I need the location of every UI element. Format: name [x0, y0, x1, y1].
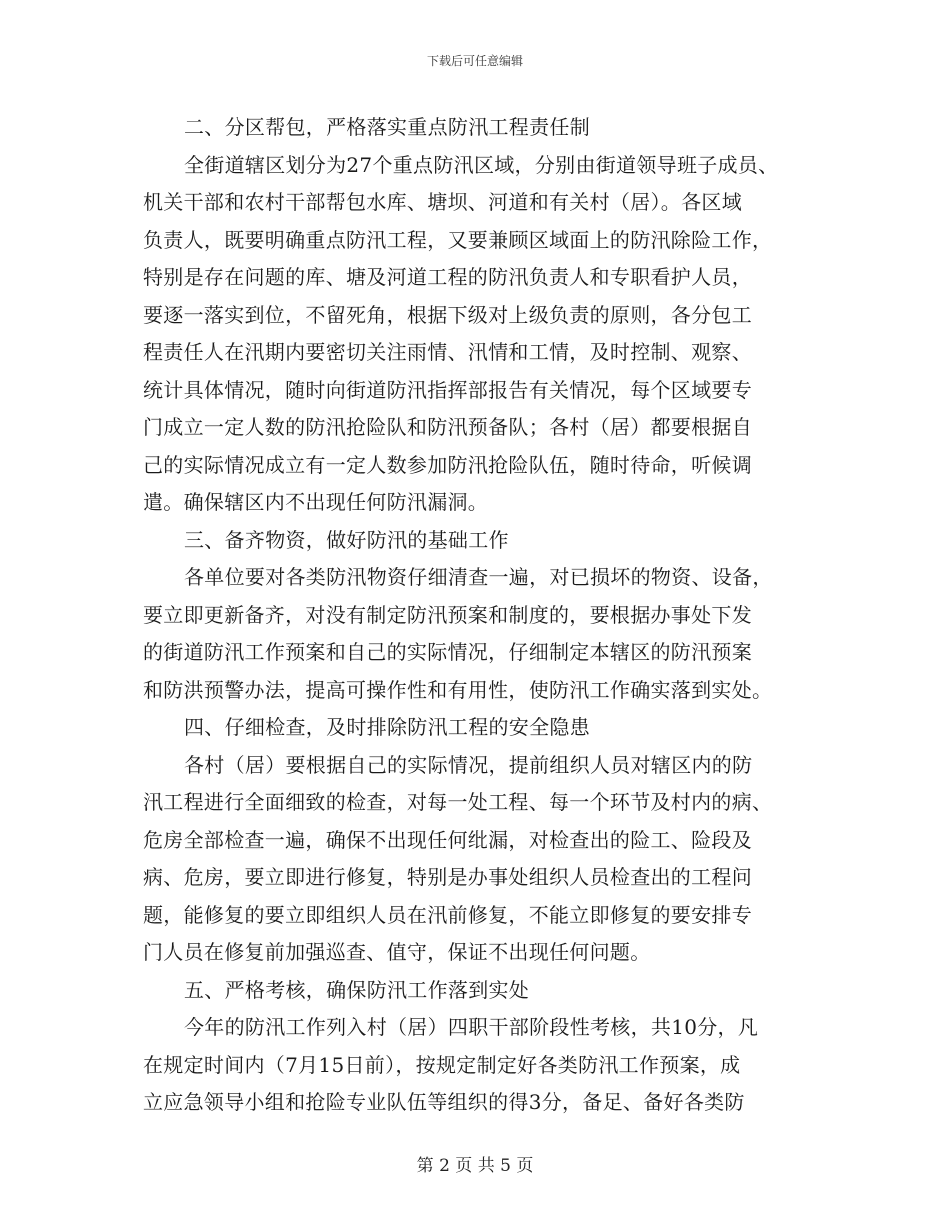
- text-line: 全街道辖区划分为27个重点防汛区域，分别由街道领导班子成员、: [184, 152, 779, 177]
- text-line: 统计具体情况，随时向街道防汛指挥部报告有关情况，每个区域要专: [143, 377, 752, 402]
- text-line: 二、分区帮包，严格落实重点防汛工程责任制: [184, 115, 590, 139]
- text-line: 门人员在修复前加强巡查、值守，保证不出现任何问题。: [143, 940, 651, 964]
- text-line: 己的实际情况成立有一定人数参加防汛抢险队伍，随时待命，听候调: [143, 452, 752, 477]
- text-line: 四、仔细检查，及时排除防汛工程的安全隐患: [184, 715, 590, 739]
- text-line: 的街道防汛工作预案和自己的实际情况，仔细制定本辖区的防汛预案: [143, 640, 752, 664]
- text-line: 要立即更新备齐，对没有制定防汛预案和制度的，要根据办事处下发: [143, 602, 752, 627]
- text-line: 门成立一定人数的防汛抢险队和防汛预备队；各村（居）都要根据自: [143, 415, 752, 439]
- text-line: 遣。确保辖区内不出现任何防汛漏洞。: [143, 490, 489, 514]
- document-body: [143, 109, 808, 1122]
- text-line: 要逐一落实到位，不留死角，根据下级对上级负责的原则，各分包工: [143, 302, 752, 327]
- text-line: 在规定时间内（7月15日前），按规定制定好各类防汛工作预案，成: [143, 1052, 741, 1077]
- text-line: 五、严格考核，确保防汛工作落到实处: [184, 977, 530, 1002]
- text-line: 各单位要对各类防汛物资仔细清查一遍，对已损坏的物资、设备，: [184, 565, 773, 589]
- text-line: 立应急领导小组和抢险专业队伍等组织的得3分，备足、备好各类防: [143, 1090, 745, 1114]
- text-line: 汛工程进行全面细致的检查，对每一处工程、每一个环节及村内的病、: [143, 790, 773, 814]
- text-line: 今年的防汛工作列入村（居）四职干部阶段性考核，共10分，凡: [184, 1015, 759, 1039]
- text-line: 三、备齐物资，做好防汛的基础工作: [184, 527, 509, 552]
- text-line: 特别是存在问题的库、塘及河道工程的防汛负责人和专职看护人员，: [143, 265, 752, 289]
- text-line: 病、危房，要立即进行修复，特别是办事处组织人员检查出的工程问: [143, 865, 752, 889]
- text-line: 各村（居）要根据自己的实际情况，提前组织人员对辖区内的防: [184, 752, 753, 777]
- text-line: 程责任人在汛期内要密切关注雨情、汛情和工情，及时控制、观察、: [143, 340, 752, 364]
- text-line: 负责人，既要明确重点防汛工程，又要兼顾区域面上的防汛除险工作，: [143, 227, 773, 252]
- text-line: 题，能修复的要立即组织人员在汛前修复，不能立即修复的要安排专: [143, 902, 752, 927]
- page-header: 下载后可任意编辑: [426, 54, 523, 68]
- page-footer: 第 2 页 共 5 页: [416, 1156, 534, 1176]
- text-line: 和防洪预警办法，提高可操作性和有用性，使防汛工作确实落到实处。: [143, 677, 773, 702]
- text-line: 危房全部检查一遍，确保不出现任何纰漏，对检查出的险工、险段及: [143, 827, 752, 852]
- text-line: 机关干部和农村干部帮包水库、塘坝、河道和有关村（居）。各区域: [143, 190, 742, 214]
